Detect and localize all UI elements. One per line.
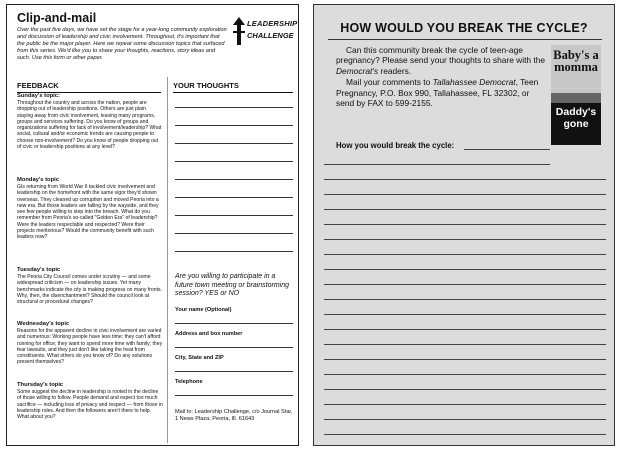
writing-line[interactable] bbox=[324, 209, 606, 210]
break-the-cycle-form bbox=[313, 4, 615, 446]
badge-band bbox=[551, 93, 601, 103]
topic-monday bbox=[17, 177, 163, 241]
writing-line[interactable] bbox=[324, 239, 606, 240]
topic-heading: Thursday's topic bbox=[17, 382, 64, 388]
writing-line[interactable] bbox=[175, 107, 293, 108]
leadership-challenge-logo bbox=[231, 11, 298, 51]
series-logo-badge bbox=[551, 45, 601, 155]
response-prompt: How you would break the cycle: bbox=[336, 141, 455, 150]
form-instructions bbox=[336, 45, 548, 109]
column-divider bbox=[167, 77, 168, 443]
writing-line[interactable] bbox=[324, 374, 606, 375]
topic-heading: Sunday's topic: bbox=[17, 93, 60, 99]
clip-and-mail-form bbox=[6, 4, 299, 446]
writing-line[interactable] bbox=[324, 254, 606, 255]
writing-line[interactable] bbox=[324, 299, 606, 300]
form-intro: Over the past five days, we have set the stage for a year-long community exploration and discussion of leadership and civic involvement. Throughout, it's important that the public be the major player. Here we repeat some discussion topics that surfaced from this series. We'd like you to share your thoughts, reactions, story ideas and such. Use this form or other paper. bbox=[17, 27, 227, 61]
mailing-address: Mail to: Leadership Challenge, c/o Journal Star, 1 News Plaza, Peoria, Ill. 61643 bbox=[175, 409, 293, 422]
topic-heading: Tuesday's topic bbox=[17, 267, 61, 273]
writing-line[interactable] bbox=[324, 314, 606, 315]
writing-line[interactable] bbox=[324, 404, 606, 405]
topic-body: GIs returning from World War II tackled civic involvement and leadership on the homefront with the same vigor they'd shown overseas. They cleaned up corruption and moved Peoria into a new era. But those leaders are falling by the wayside, and they see few people willing to step into the breach. What do you remember from Peoria's so-called "Golden Era" of leadership? Were the leaders respectable and respected? Were their projects meritorious? Would the community benefit with such leaders now? bbox=[17, 184, 159, 241]
writing-line[interactable] bbox=[175, 215, 293, 216]
topic-body: The Peoria City Council comes under scrutiny — and some widespread criticism — on leadership issues. Yet many benchmarks indicate the city is making progress on many fronts. Why, then, the disenchantment? Should the council look at structural or procedural changes? bbox=[17, 274, 162, 306]
logo-line1: LEADERSHIP bbox=[247, 19, 298, 28]
logo-line2: CHALLENGE bbox=[247, 31, 294, 40]
topic-body: Some suggest the decline in leadership is rooted in the decline of those willing to follow. People demand and expect too much sacrifice — including loss of privacy and respect — from those in leadership roles. And then the followers aren't there to help. What about you? bbox=[17, 389, 163, 421]
topic-heading: Monday's topic bbox=[17, 177, 59, 183]
writing-line[interactable] bbox=[324, 359, 606, 360]
badge-bottom-text: Daddy's gone bbox=[551, 103, 601, 145]
your-thoughts-header: YOUR THOUGHTS bbox=[173, 81, 293, 93]
text-run: readers. bbox=[378, 65, 412, 76]
name-field[interactable]: Your name (Optional) bbox=[175, 307, 293, 324]
writing-line[interactable] bbox=[175, 161, 293, 162]
writing-line[interactable] bbox=[324, 344, 606, 345]
writing-line[interactable] bbox=[464, 149, 550, 150]
writing-line[interactable] bbox=[175, 143, 293, 144]
writing-line[interactable] bbox=[324, 284, 606, 285]
writing-line[interactable] bbox=[324, 194, 606, 195]
city-state-zip-field[interactable]: City, State and ZIP bbox=[175, 355, 293, 372]
writing-line[interactable] bbox=[324, 269, 606, 270]
topic-heading: Wednesday's topic bbox=[17, 321, 70, 327]
text-run: Can this community break the cycle of teen-age pregnancy? Please send your thoughts to share with the bbox=[336, 45, 546, 66]
writing-line[interactable] bbox=[324, 434, 606, 435]
writing-line[interactable] bbox=[175, 251, 293, 252]
topic-wednesday bbox=[17, 321, 163, 366]
topic-thursday bbox=[17, 382, 163, 420]
writing-line[interactable] bbox=[175, 125, 293, 126]
feedback-header: FEEDBACK bbox=[17, 81, 161, 93]
topic-tuesday bbox=[17, 267, 163, 305]
writing-line[interactable] bbox=[324, 329, 606, 330]
title-rule bbox=[328, 39, 602, 40]
form-title: Clip-and-mail bbox=[17, 11, 97, 25]
writing-line[interactable] bbox=[324, 164, 550, 165]
text-run: , Teen Pregnancy, P.O. Box 990, Tallahassee, FL 32302, or send by FAX to 599-2155. bbox=[336, 77, 539, 109]
topic-body: Reasons for the apparent decline in civic involvement are varied and numerous: Working people have less time; they can't afford running for office; they want to spend more time with family; they fear lawsuits, and they just don't like taking the heat from constituents. What others do you know of? Do any solutions present themselves? bbox=[17, 328, 163, 366]
topic-body: Throughout the country and across the nation, people are dropping out of leadership positions. Others are just plain staying away from civic involvement, leaving many programs, groups and services suffering. Do you know of groups and organizations suffering for lack of involvement/leadership? What social, cultural and/or economic trends are causing people to choose non-involvement? Do you know of people dropping out of civic or leadership positions at any level? bbox=[17, 100, 162, 151]
instructions-paragraph bbox=[336, 77, 548, 108]
instructions-paragraph bbox=[336, 45, 548, 76]
topic-sunday bbox=[17, 93, 163, 150]
writing-line[interactable] bbox=[175, 179, 293, 180]
form-title: HOW WOULD YOU BREAK THE CYCLE? bbox=[340, 21, 588, 35]
writing-line[interactable] bbox=[175, 197, 293, 198]
participation-question: Are you willing to participate in a future town meeting or brainstorming session? YES or NO bbox=[175, 273, 289, 297]
newspaper-name: Democrat's bbox=[336, 65, 379, 76]
address-field[interactable]: Address and box number bbox=[175, 331, 293, 348]
telephone-field[interactable]: Telephone bbox=[175, 379, 293, 396]
writing-line[interactable] bbox=[175, 233, 293, 234]
upward-arrow-icon bbox=[233, 17, 245, 45]
writing-line[interactable] bbox=[324, 179, 606, 180]
writing-line[interactable] bbox=[324, 389, 606, 390]
newspaper-name: Tallahassee Democrat bbox=[432, 77, 516, 88]
writing-line[interactable] bbox=[324, 419, 606, 420]
text-run: Mail your comments to bbox=[346, 77, 433, 88]
badge-top-text: Baby's a momma bbox=[551, 45, 601, 95]
writing-line[interactable] bbox=[324, 224, 606, 225]
